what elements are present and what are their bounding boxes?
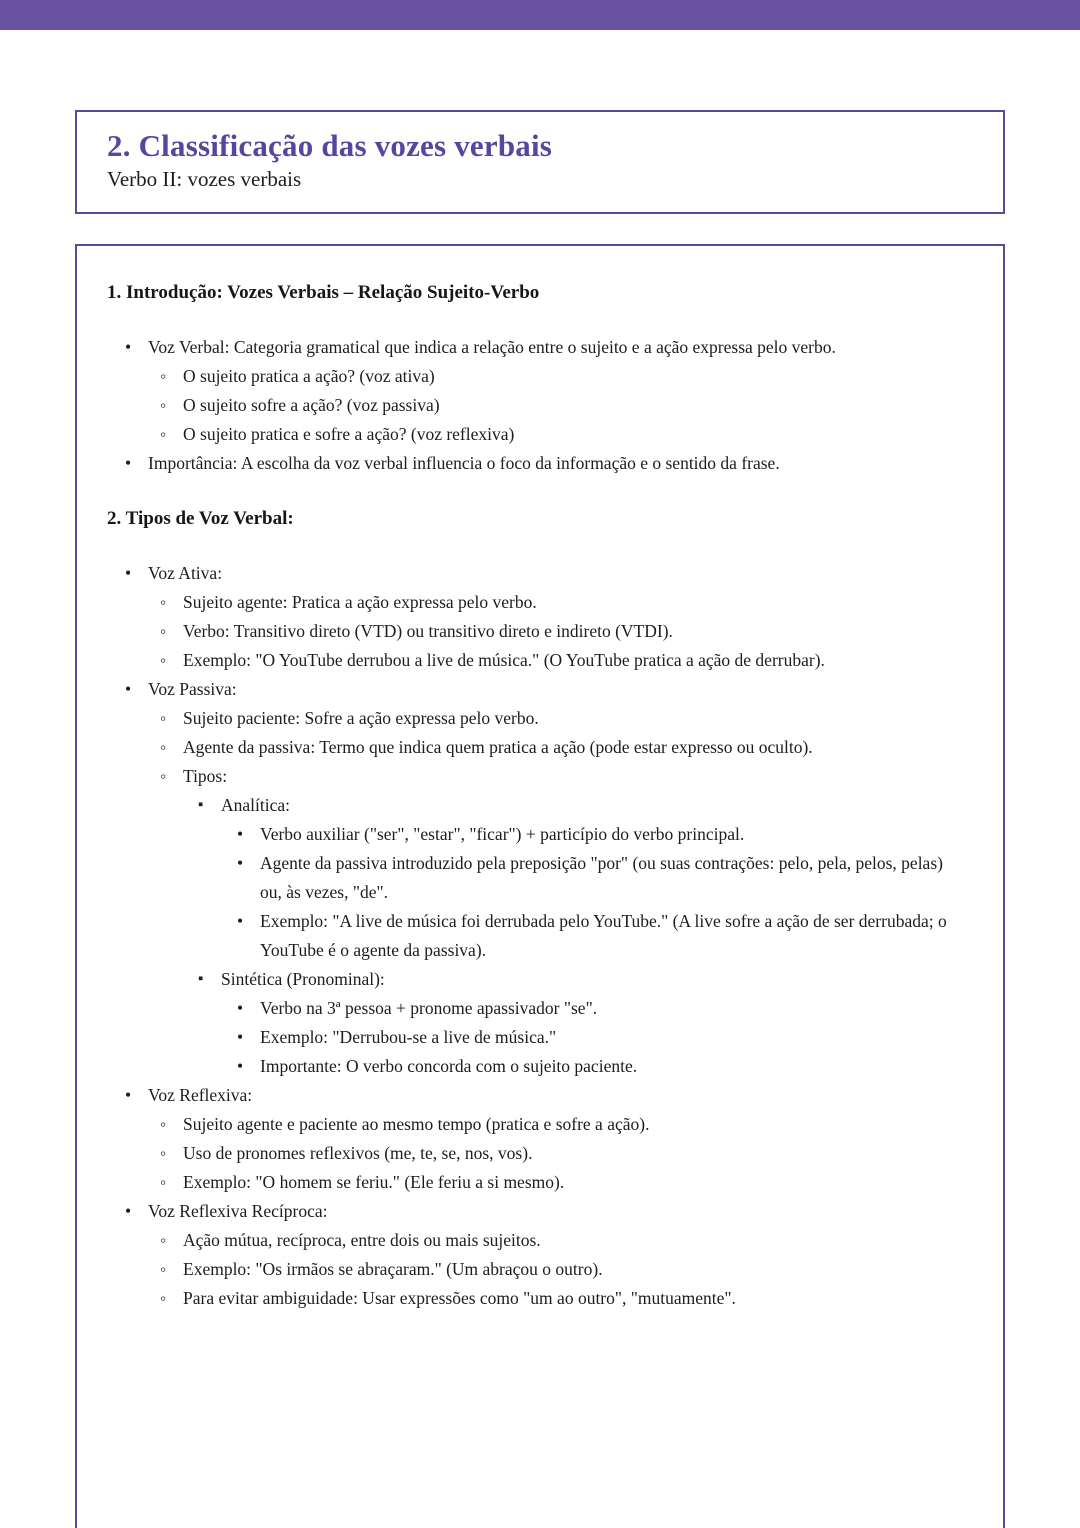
bullet-marker-level-2-icon: ◦: [160, 766, 167, 786]
list-item: [107, 1139, 973, 1168]
list-item-text: Verbo: Transitivo direto (VTD) ou transitivo direto e indireto (VTDI).: [183, 621, 673, 641]
bullet-marker-level-1-icon: •: [125, 453, 132, 473]
list-item: [107, 1226, 973, 1255]
page-subtitle: Verbo II: vozes verbais: [107, 167, 302, 191]
list-item: [107, 791, 973, 820]
bullet-marker-level-3-icon: ▪: [198, 971, 204, 987]
bullet-marker-level-2-icon: ◦: [160, 1259, 167, 1279]
bullet-marker-level-2-icon: ◦: [160, 1172, 167, 1192]
bullet-marker-level-1-icon: •: [125, 1201, 132, 1221]
bullet-marker-level-2-icon: ◦: [160, 1230, 167, 1250]
list-item-text: Tipos:: [183, 766, 228, 786]
bullet-marker-level-1-icon: •: [125, 337, 132, 357]
list-item-text: Ação mútua, recíproca, entre dois ou mais sujeitos.: [183, 1230, 541, 1250]
list-item-text: Importância: A escolha da voz verbal influencia o foco da informação e o sentido da frase.: [148, 453, 780, 473]
list-item: [107, 820, 973, 849]
list-item-text: O sujeito pratica a ação? (voz ativa): [183, 366, 435, 386]
list-item: [107, 1255, 973, 1284]
list-item-text: Analítica:: [221, 795, 291, 815]
list-item: [107, 1081, 973, 1110]
list-item-text: Exemplo: "Derrubou-se a live de música.": [260, 1027, 557, 1047]
title-box: [75, 110, 1005, 214]
list-item: [107, 1168, 973, 1197]
bullet-marker-level-2-icon: ◦: [160, 1288, 167, 1308]
list-item-text: Exemplo: "A live de música foi derrubada pelo YouTube." (A live sofre a ação de ser derrubada; o YouTube é o agente da passiva).: [260, 911, 947, 960]
list-item: [107, 420, 973, 449]
list-item-text: Exemplo: "O homem se feriu." (Ele feriu a si mesmo).: [183, 1172, 565, 1192]
list-item: [107, 391, 973, 420]
list-item: [107, 1023, 973, 1052]
list-item: [107, 733, 973, 762]
content-box: [75, 244, 1005, 1528]
list-item-text: Sujeito paciente: Sofre a ação expressa pelo verbo.: [183, 708, 539, 728]
bullet-marker-level-2-icon: ◦: [160, 737, 167, 757]
sections: [107, 278, 973, 1313]
top-bar: [0, 0, 1080, 30]
list-item-text: Voz Verbal: Categoria gramatical que indica a relação entre o sujeito e a ação expressa pelo verbo.: [148, 337, 836, 357]
bullet-marker-level-1-icon: •: [125, 563, 132, 583]
bullet-marker-level-4-icon: •: [237, 1056, 244, 1076]
list-item-text: Para evitar ambiguidade: Usar expressões como "um ao outro", "mutuamente".: [183, 1288, 736, 1308]
list-item: [107, 762, 973, 791]
bullet-marker-level-4-icon: •: [237, 911, 244, 931]
list-item-text: Sintética (Pronominal):: [221, 969, 385, 989]
list-item: [107, 675, 973, 704]
bullet-marker-level-2-icon: ◦: [160, 366, 167, 386]
list-item: [107, 849, 973, 907]
bullet-marker-level-4-icon: •: [237, 853, 244, 873]
list-item: [107, 907, 973, 965]
list-item: [107, 449, 973, 478]
bullet-marker-level-1-icon: •: [125, 1085, 132, 1105]
list-item: [107, 1052, 973, 1081]
list-item-text: Verbo auxiliar ("ser", "estar", "ficar") + particípio do verbo principal.: [260, 824, 745, 844]
list-item: [107, 1284, 973, 1313]
section-heading: 2. Tipos de Voz Verbal:: [107, 508, 294, 529]
bullet-marker-level-1-icon: •: [125, 679, 132, 699]
list-item-text: O sujeito pratica e sofre a ação? (voz reflexiva): [183, 424, 515, 444]
bullet-marker-level-4-icon: •: [237, 1027, 244, 1047]
list-item: [107, 333, 973, 362]
list-item: [107, 588, 973, 617]
list-item: [107, 1197, 973, 1226]
list-item-text: Voz Reflexiva Recíproca:: [148, 1201, 328, 1221]
list-item-text: O sujeito sofre a ação? (voz passiva): [183, 395, 440, 415]
list-item-text: Importante: O verbo concorda com o sujeito paciente.: [260, 1056, 638, 1076]
bullet-marker-level-2-icon: ◦: [160, 395, 167, 415]
bullet-marker-level-3-icon: ▪: [198, 797, 204, 813]
page: [0, 110, 1080, 1528]
list-item: [107, 617, 973, 646]
page-title: 2. Classificação das vozes verbais: [107, 128, 553, 163]
list-item-text: Exemplo: "Os irmãos se abraçaram." (Um abraçou o outro).: [183, 1259, 603, 1279]
bullet-marker-level-2-icon: ◦: [160, 424, 167, 444]
list-item: [107, 1110, 973, 1139]
bullet-marker-level-4-icon: •: [237, 824, 244, 844]
list-item: [107, 646, 973, 675]
list-item-text: Voz Passiva:: [148, 679, 237, 699]
bullet-marker-level-2-icon: ◦: [160, 621, 167, 641]
list-item: [107, 965, 973, 994]
section-heading: 1. Introdução: Vozes Verbais – Relação Sujeito-Verbo: [107, 282, 540, 303]
bullet-marker-level-2-icon: ◦: [160, 592, 167, 612]
list-item-text: Sujeito agente: Pratica a ação expressa pelo verbo.: [183, 592, 537, 612]
list-item-text: Voz Ativa:: [148, 563, 223, 583]
bullet-marker-level-2-icon: ◦: [160, 1114, 167, 1134]
list-item: [107, 994, 973, 1023]
list-item: [107, 704, 973, 733]
list-item-text: Exemplo: "O YouTube derrubou a live de música." (O YouTube pratica a ação de derrubar).: [183, 650, 825, 670]
list-item-text: Verbo na 3ª pessoa + pronome apassivador "se".: [260, 998, 598, 1018]
list-item: [107, 362, 973, 391]
list-item-text: Uso de pronomes reflexivos (me, te, se, nos, vos).: [183, 1143, 533, 1163]
bullet-marker-level-2-icon: ◦: [160, 1143, 167, 1163]
list-item: [107, 559, 973, 588]
list-item-text: Voz Reflexiva:: [148, 1085, 253, 1105]
list-item-text: Agente da passiva: Termo que indica quem pratica a ação (pode estar expresso ou oculto).: [183, 737, 813, 757]
list-item-text: Agente da passiva introduzido pela preposição "por" (ou suas contrações: pelo, pela, pelos, pelas) ou, às vezes, "de".: [260, 853, 943, 902]
bullet-marker-level-2-icon: ◦: [160, 708, 167, 728]
bullet-marker-level-2-icon: ◦: [160, 650, 167, 670]
bullet-marker-level-4-icon: •: [237, 998, 244, 1018]
list-item-text: Sujeito agente e paciente ao mesmo tempo (pratica e sofre a ação).: [183, 1114, 650, 1134]
